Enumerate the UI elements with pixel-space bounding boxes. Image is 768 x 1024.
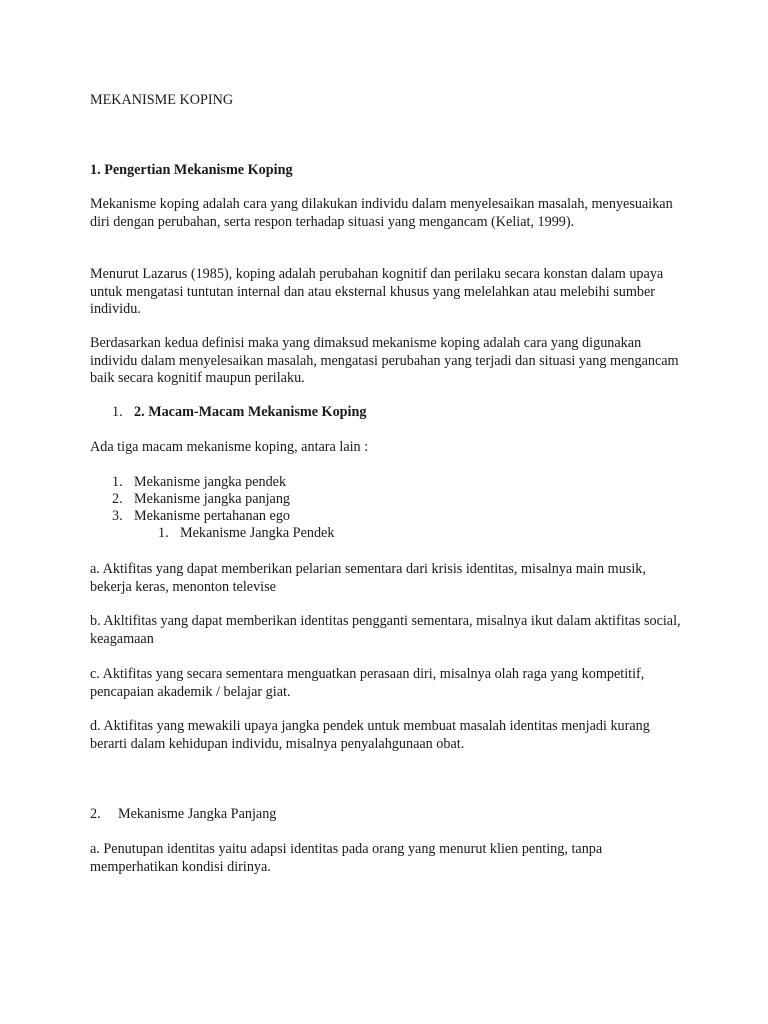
list-item-text: Mekanisme jangka pendek	[134, 474, 287, 490]
section-heading-macam	[112, 404, 366, 422]
paragraph-point-b: b. Akltifitas yang dapat memberikan identitas pengganti sementara, misalnya ikut dalam aktifitas social, keagamaan	[90, 613, 681, 647]
list-number: 2.	[112, 491, 123, 507]
list-item	[112, 508, 290, 526]
list-item	[112, 474, 286, 492]
paragraph-definition-lazarus: Menurut Lazarus (1985), koping adalah perubahan kognitif dan perilaku secara konstan dalam upaya untuk mengatasi tuntutan internal dan atau eksternal khusus yang melelahkan atau melebihi sumber individu.	[90, 266, 664, 317]
section-heading-pengertian: 1. Pengertian Mekanisme Koping	[90, 162, 293, 178]
list-number: 1.	[112, 474, 123, 490]
document-title: MEKANISME KOPING	[90, 92, 234, 108]
section-heading-macam-text: 2. Macam-Macam Mekanisme Koping	[134, 404, 367, 420]
list-item-text: Mekanisme jangka panjang	[134, 491, 291, 507]
paragraph-intro-types: Ada tiga macam mekanisme koping, antara lain :	[90, 439, 369, 455]
list-item-text: Mekanisme pertahanan ego	[134, 508, 291, 524]
paragraph-definition-keliat: Mekanisme koping adalah cara yang dilakukan individu dalam menyelesaikan masalah, menyesuaikan diri dengan perubahan, serta respon terhadap situasi yang mengancam (Keliat, 1999).	[90, 196, 673, 230]
paragraph-conclusion: Berdasarkan kedua definisi maka yang dimaksud mekanisme koping adalah cara yang digunakan individu dalam menyelesaikan masalah, mengatasi perubahan yang terjadi dan situasi yang mengancam baik secara kognitif maupun perilaku.	[90, 335, 679, 386]
list-number: 1.	[158, 525, 169, 541]
paragraph-point-a: a. Aktifitas yang dapat memberikan pelarian sementara dari krisis identitas, misalnya main musik, bekerja keras, menonton televise	[90, 561, 646, 595]
paragraph-long-term-a: a. Penutupan identitas yaitu adapsi identitas pada orang yang menurut klien penting, tanpa memperhatikan kondisi dirinya.	[90, 841, 603, 875]
list-number: 2.	[90, 806, 101, 822]
list-number: 3.	[112, 508, 123, 524]
list-item-text: Mekanisme Jangka Pendek	[180, 525, 335, 541]
paragraph-point-c: c. Aktifitas yang secara sementara menguatkan perasaan diri, misalnya olah raga yang kompetitif, pencapaian akademik / belajar giat.	[90, 666, 645, 700]
section-heading-jangka-panjang-text: Mekanisme Jangka Panjang	[118, 806, 277, 822]
sub-list-item	[158, 525, 334, 543]
list-number: 1.	[112, 404, 123, 420]
section-heading-jangka-panjang	[90, 806, 690, 824]
paragraph-point-d: d. Aktifitas yang mewakili upaya jangka pendek untuk membuat masalah identitas menjadi kurang berarti dalam kehidupan individu, misalnya penyalahgunaan obat.	[90, 718, 650, 752]
list-item	[112, 491, 290, 509]
